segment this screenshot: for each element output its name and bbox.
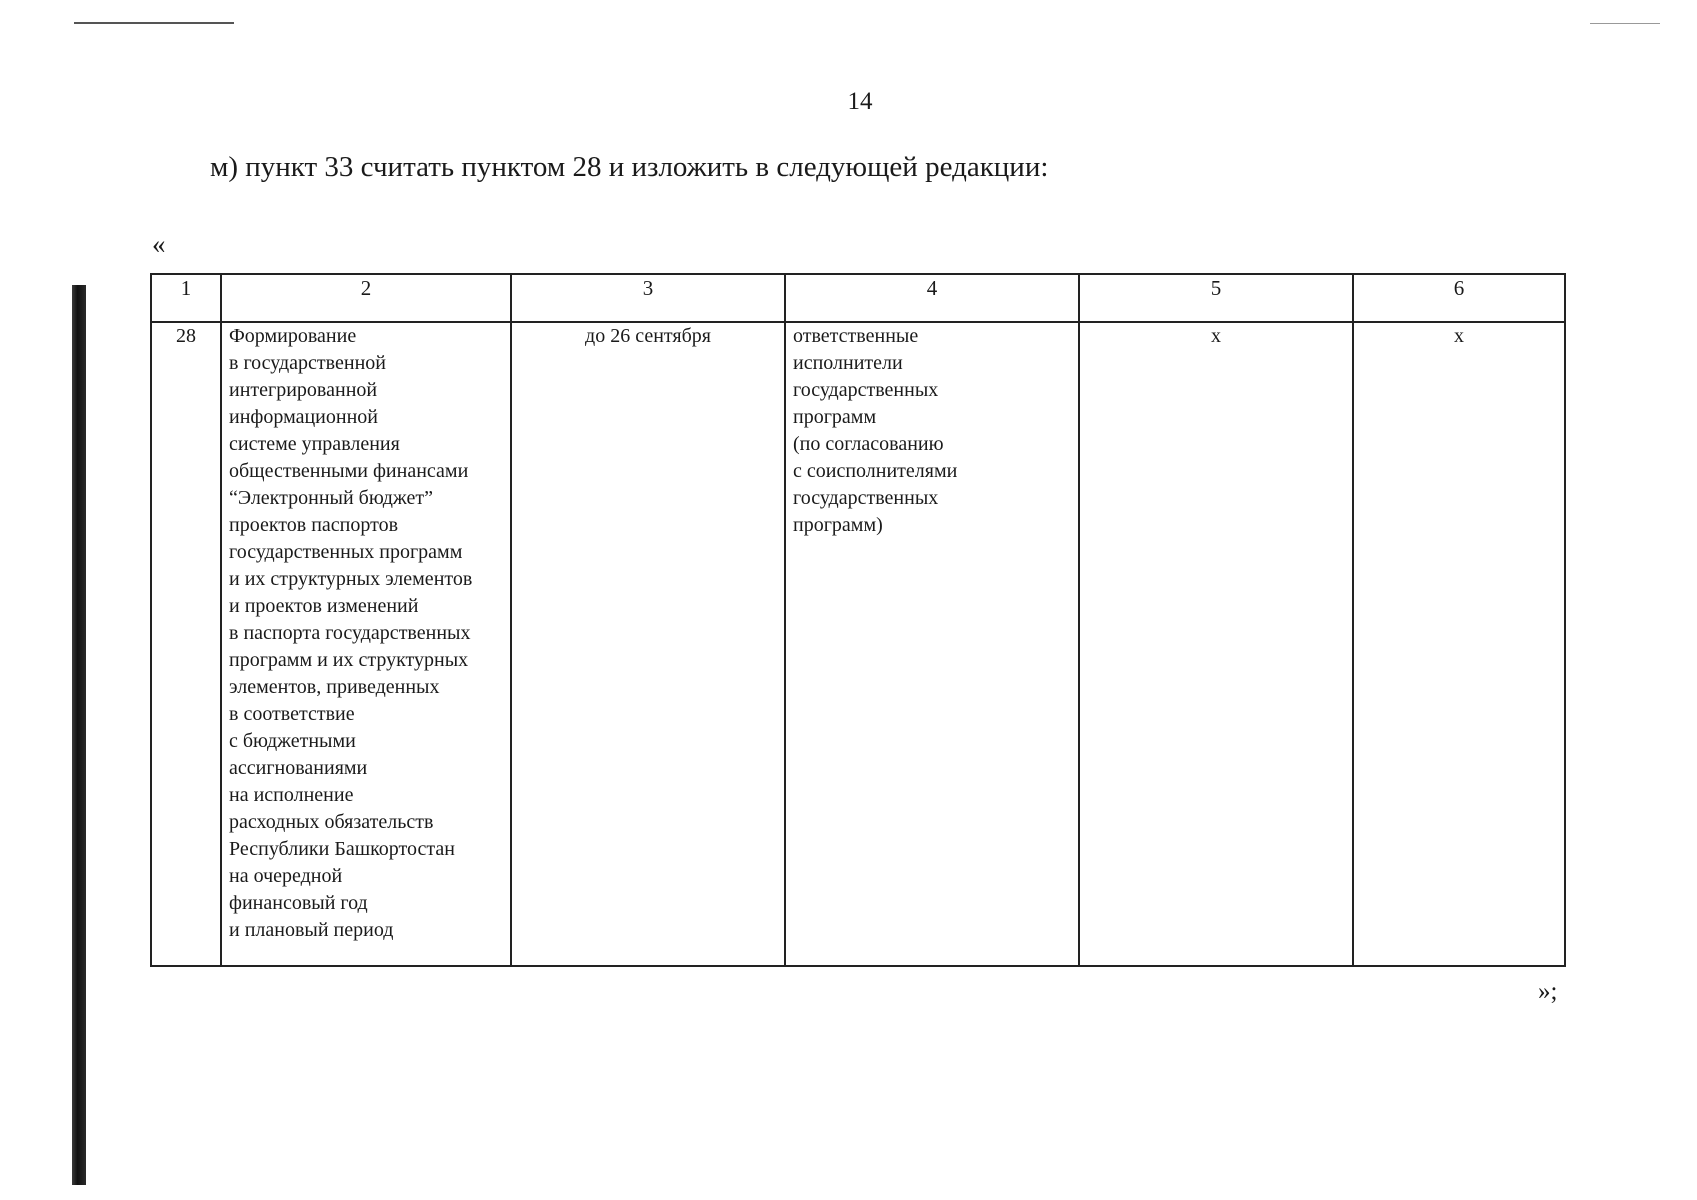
responsible-line: исполнители bbox=[793, 352, 903, 374]
intro-text: м) пункт 33 считать пунктом 28 и изложить в следующей редакции: bbox=[210, 151, 1049, 183]
responsible-line: государственных bbox=[793, 487, 939, 509]
responsible-line: с соисполнителями bbox=[793, 460, 958, 482]
row-number-cell: 28 bbox=[151, 322, 221, 966]
task-name-line: интегрированной bbox=[229, 379, 378, 401]
top-rule-left bbox=[74, 22, 234, 24]
responsible-line: (по согласованию bbox=[793, 433, 944, 455]
document-table bbox=[150, 273, 1566, 967]
header-cell-1: 1 bbox=[151, 274, 221, 322]
responsible-line: государственных bbox=[793, 379, 939, 401]
task-name-line: общественными финансами bbox=[229, 460, 469, 482]
header-cell-2: 2 bbox=[221, 274, 511, 322]
page-number: 14 bbox=[847, 88, 873, 115]
task-name-line: и проектов изменений bbox=[229, 595, 419, 617]
task-name-line: Формирование bbox=[229, 325, 357, 347]
column-5-cell: х bbox=[1079, 322, 1353, 966]
task-name-line: финансовый год bbox=[229, 892, 368, 914]
task-name-line: в соответствие bbox=[229, 703, 355, 725]
task-name-line: проектов паспортов bbox=[229, 514, 399, 536]
task-name-line: программ и их структурных bbox=[229, 649, 469, 671]
task-name-line: с бюджетными bbox=[229, 730, 356, 752]
close-quote: »; bbox=[1538, 978, 1558, 1005]
task-name-line: “Электронный бюджет” bbox=[229, 487, 433, 509]
header-cell-6: 6 bbox=[1353, 274, 1565, 322]
top-rule-right bbox=[1590, 23, 1660, 24]
header-cell-5: 5 bbox=[1079, 274, 1353, 322]
scan-edge-shadow bbox=[72, 285, 86, 1185]
task-name-line: на очередной bbox=[229, 865, 343, 887]
deadline-cell: до 26 сентября bbox=[511, 322, 785, 966]
header-cell-3: 3 bbox=[511, 274, 785, 322]
task-name-line: расходных обязательств bbox=[229, 811, 434, 833]
task-name-line: государственных программ bbox=[229, 541, 463, 563]
task-name-line: Республики Башкортостан bbox=[229, 838, 455, 860]
task-name-line: и плановый период bbox=[229, 919, 394, 941]
task-name-line: системе управления bbox=[229, 433, 400, 455]
responsible-line: ответственные bbox=[793, 325, 919, 347]
task-name-cell bbox=[221, 322, 511, 966]
task-name-line: ассигнованиями bbox=[229, 757, 368, 779]
open-quote: « bbox=[152, 229, 166, 259]
task-name-line: в паспорта государственных bbox=[229, 622, 471, 644]
task-name-line: в государственной bbox=[229, 352, 386, 374]
task-name-line: и их структурных элементов bbox=[229, 568, 473, 590]
table-header-row bbox=[151, 274, 1565, 322]
column-6-cell: х bbox=[1353, 322, 1565, 966]
table-row bbox=[151, 322, 1565, 966]
task-name-line: на исполнение bbox=[229, 784, 354, 806]
header-cell-4: 4 bbox=[785, 274, 1079, 322]
responsible-line: программ bbox=[793, 406, 877, 428]
responsible-cell bbox=[785, 322, 1079, 966]
task-name-line: элементов, приведенных bbox=[229, 676, 440, 698]
responsible-line: программ) bbox=[793, 514, 883, 536]
task-name-line: информационной bbox=[229, 406, 378, 428]
